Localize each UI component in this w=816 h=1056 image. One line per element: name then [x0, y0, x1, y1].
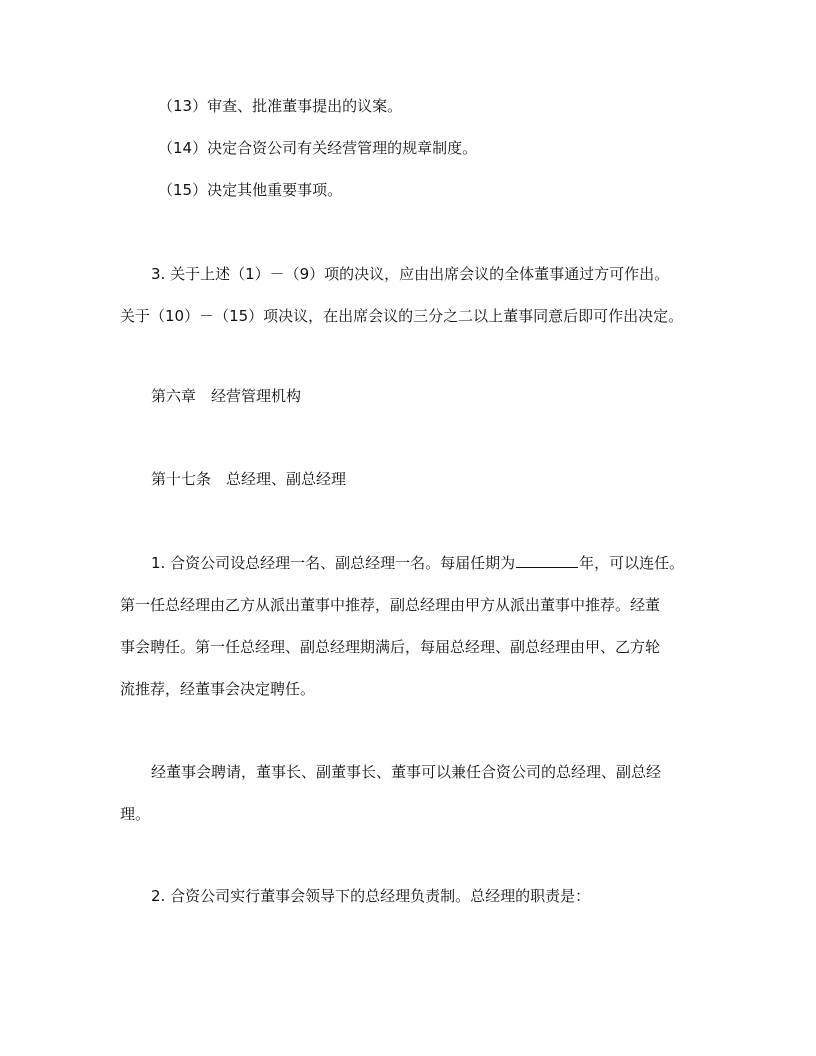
clause-1-line-3: 事会聘任。第一任总经理、副总经理期满后，每届总经理、副总经理由甲、乙方轮 [120, 638, 661, 656]
clause-1-line-4: 流推荐，经董事会决定聘任。 [120, 680, 316, 698]
concurrent-line-2: 理。 [120, 805, 151, 823]
clause-1-line-1 [151, 553, 684, 573]
clause-1-line-2: 第一任总经理由乙方从派出董事中推荐，副总经理由甲方从派出董事中推荐。经董 [120, 596, 661, 614]
term-years-blank [516, 553, 578, 568]
concurrent-line-1: 经董事会聘请，董事长、副董事长、董事可以兼任合资公司的总经理、副总经 [151, 763, 662, 781]
chapter-heading: 第六章 经营管理机构 [151, 387, 302, 405]
item-14: （14）决定合资公司有关经营管理的规章制度。 [158, 139, 478, 157]
clause-2-line-1: 2. 合资公司实行董事会领导下的总经理负责制。总经理的职责是： [151, 887, 591, 905]
clause-3-line-2: 关于（10）－（15）项决议，在出席会议的三分之二以上董事同意后即可作出决定。 [120, 307, 684, 325]
clause-1-text-before-blank: 1. 合资公司设总经理一名、副总经理一名。每届任期为 [151, 554, 516, 572]
clause-1-text-after-blank: 年，可以连任。 [579, 554, 685, 572]
clause-3-line-1: 3. 关于上述（1）－（9）项的决议，应由出席会议的全体董事通过方可作出。 [151, 265, 670, 283]
item-15: （15）决定其他重要事项。 [158, 181, 343, 199]
article-heading: 第十七条 总经理、副总经理 [151, 470, 347, 488]
item-13: （13）审查、批准董事提出的议案。 [158, 97, 403, 115]
